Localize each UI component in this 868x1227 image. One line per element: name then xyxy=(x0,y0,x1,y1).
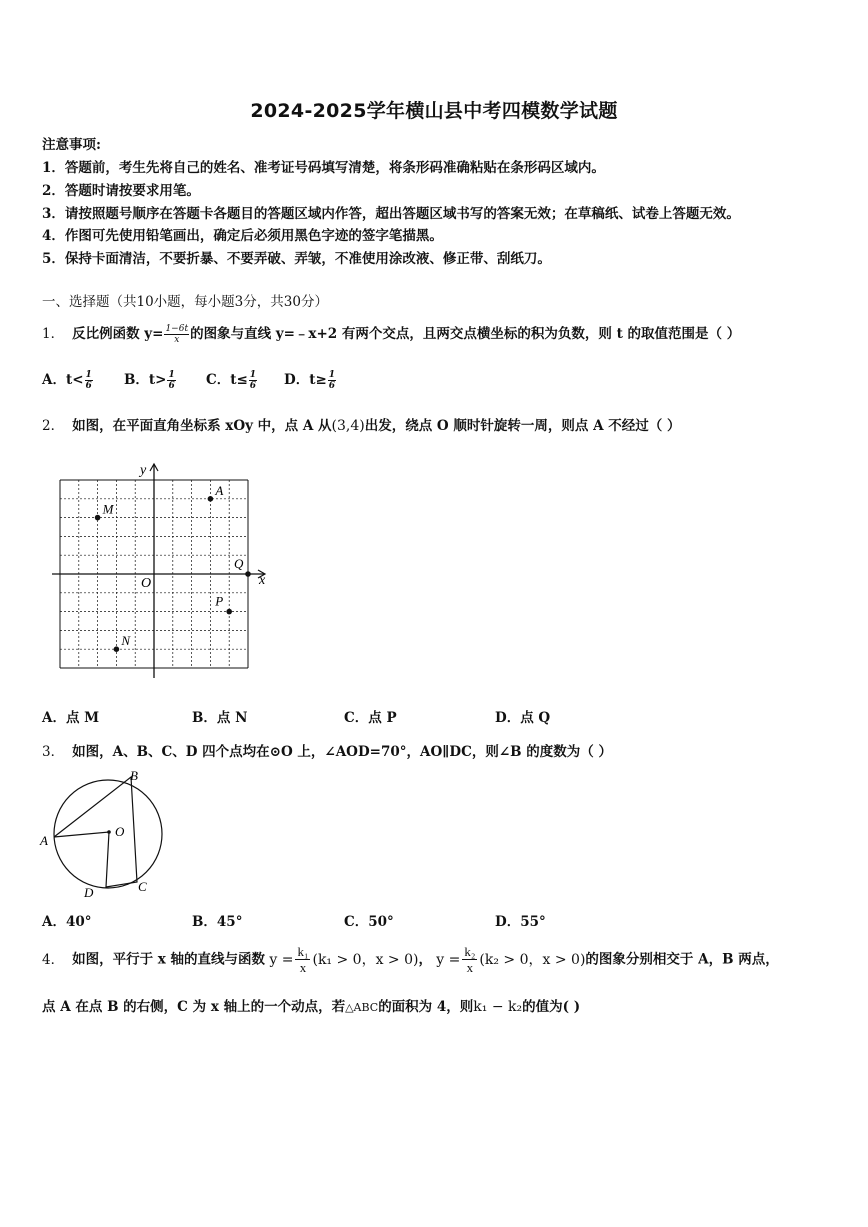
point-m xyxy=(95,515,101,521)
label-b: B xyxy=(130,768,138,783)
point-n xyxy=(114,646,120,652)
notice-item-5: 5．保持卡面清洁，不要折暴、不要弄破、弄皱，不准使用涂改液、修正带、刮纸刀。 xyxy=(42,251,551,267)
label-o: O xyxy=(115,824,125,839)
point-label-q: Q xyxy=(234,556,244,571)
figure-lines xyxy=(54,777,137,887)
question-number: 2． xyxy=(42,418,65,434)
q1-fraction: $\frac{1-6t}{x}$ xyxy=(165,324,189,345)
q4-expression: k₁ − k₂ xyxy=(473,999,523,1015)
question-4-line-2 xyxy=(42,995,580,1015)
q2-coordinate-figure xyxy=(48,460,278,682)
question-1 xyxy=(42,322,740,345)
question-number: 4． xyxy=(42,951,65,968)
question-3 xyxy=(42,740,612,760)
point-q xyxy=(245,571,251,577)
q1-option-b[interactable]: B．t> $\frac{1}{6}$ xyxy=(124,370,175,391)
notice-item-2: 2．答题时请按要求用笔。 xyxy=(42,183,200,199)
q3-option-c[interactable]: C．50° xyxy=(344,914,394,930)
q1-option-a[interactable]: A．t< $\frac{1}{6}$ xyxy=(42,370,92,391)
axis-y-label: y xyxy=(140,463,147,478)
q3-circle-figure xyxy=(38,764,173,899)
q4-line2-pre: 点 A 在点 B 的右侧，C 为 x 轴上的一个动点，若 xyxy=(42,999,346,1015)
q3-options xyxy=(42,910,642,930)
q1-text-pre: 反比例函数 y= xyxy=(72,326,164,342)
notice-item-4: 4．作图可先使用铅笔画出，确定后必须用黑色字迹的签字笔描黑。 xyxy=(42,228,443,244)
question-2 xyxy=(42,414,680,434)
point-label-n: N xyxy=(121,633,131,649)
q4-text-pre: 如图，平行于 x 轴的直线与函数 xyxy=(72,951,266,968)
axis-x-label: x xyxy=(259,573,266,588)
page-title: 2024-2025学年横山县中考四模数学试题 xyxy=(250,100,618,122)
q3-text: 如图，A、B、C、D 四个点均在⊙O 上，∠AOD=70°，AO∥DC，则∠B 的度数为（ ） xyxy=(72,744,612,760)
point-a xyxy=(208,496,214,502)
q4-text-post: 的图象分别相交于 A，B 两点， xyxy=(585,951,779,968)
q4-line2-post: 的值为( ) xyxy=(522,999,581,1015)
q4-separator: ， xyxy=(418,951,432,968)
notice-item-1: 1．答题前，考生先将自己的姓名、准考证号码填写清楚，将条形码准确粘贴在条形码区域内。 xyxy=(42,160,605,176)
q1-option-c[interactable]: C．t≤ $\frac{1}{6}$ xyxy=(206,370,257,391)
center-point xyxy=(107,830,111,834)
point-label-m: M xyxy=(102,501,114,517)
q1-options xyxy=(42,368,442,392)
label-a: A xyxy=(40,833,48,848)
q2-option-a[interactable]: A．点 M xyxy=(42,710,100,726)
section-heading: 一、选择题（共10小题，每小题3分，共30分） xyxy=(42,294,328,310)
q2-text-pre: 如图，在平面直角坐标系 xOy 中，点 A 从 xyxy=(72,418,332,434)
q2-text-post: 出发，绕点 O 顺时针旋转一周，则点 A 不经过（ ） xyxy=(364,418,681,434)
q4-triangle: △ABC xyxy=(345,1001,379,1014)
q2-option-d[interactable]: D．点 Q xyxy=(495,710,551,726)
point-label-p: P xyxy=(215,593,224,609)
q3-option-b[interactable]: B．45° xyxy=(192,914,243,930)
q2-options xyxy=(42,706,642,726)
q2-coordinate: (3,4) xyxy=(331,418,365,434)
point-p xyxy=(226,609,232,615)
q3-option-a[interactable]: A．40° xyxy=(42,914,92,930)
label-c: C xyxy=(138,879,147,894)
axes xyxy=(52,464,265,678)
q1-text-post: 的图象与直线 y=﹣x+2 有两个交点，且两交点横坐标的积为负数，则 t 的取值范围是（ ） xyxy=(190,326,741,342)
question-number: 3． xyxy=(42,744,65,760)
q1-option-d[interactable]: D．t≥ $\frac{1}{6}$ xyxy=(284,370,336,391)
circle-o xyxy=(54,780,162,888)
origin-label: O xyxy=(141,576,152,591)
q3-option-d[interactable]: D．55° xyxy=(495,914,546,930)
q4-function-1: y = $\frac{\text{k₁}}{x}$ (k₁ > 0，x > 0) xyxy=(269,944,419,975)
q2-option-c[interactable]: C．点 P xyxy=(344,710,397,726)
question-number: 1． xyxy=(42,326,65,342)
point-label-a: A xyxy=(215,482,224,498)
question-4 xyxy=(42,944,779,975)
q4-function-2: y = $\frac{\text{k₂}}{x}$ (k₂ > 0，x > 0) xyxy=(436,944,586,975)
q4-line2-mid: 的面积为 4，则 xyxy=(378,999,474,1015)
q2-option-b[interactable]: B．点 N xyxy=(192,710,248,726)
notice-heading: 注意事项: xyxy=(42,137,101,153)
notice-item-3: 3．请按照题号顺序在答题卡各题目的答题区域内作答，超出答题区域书写的答案无效；在草稿纸、试卷上答题无效。 xyxy=(42,206,740,222)
label-d: D xyxy=(84,885,94,899)
